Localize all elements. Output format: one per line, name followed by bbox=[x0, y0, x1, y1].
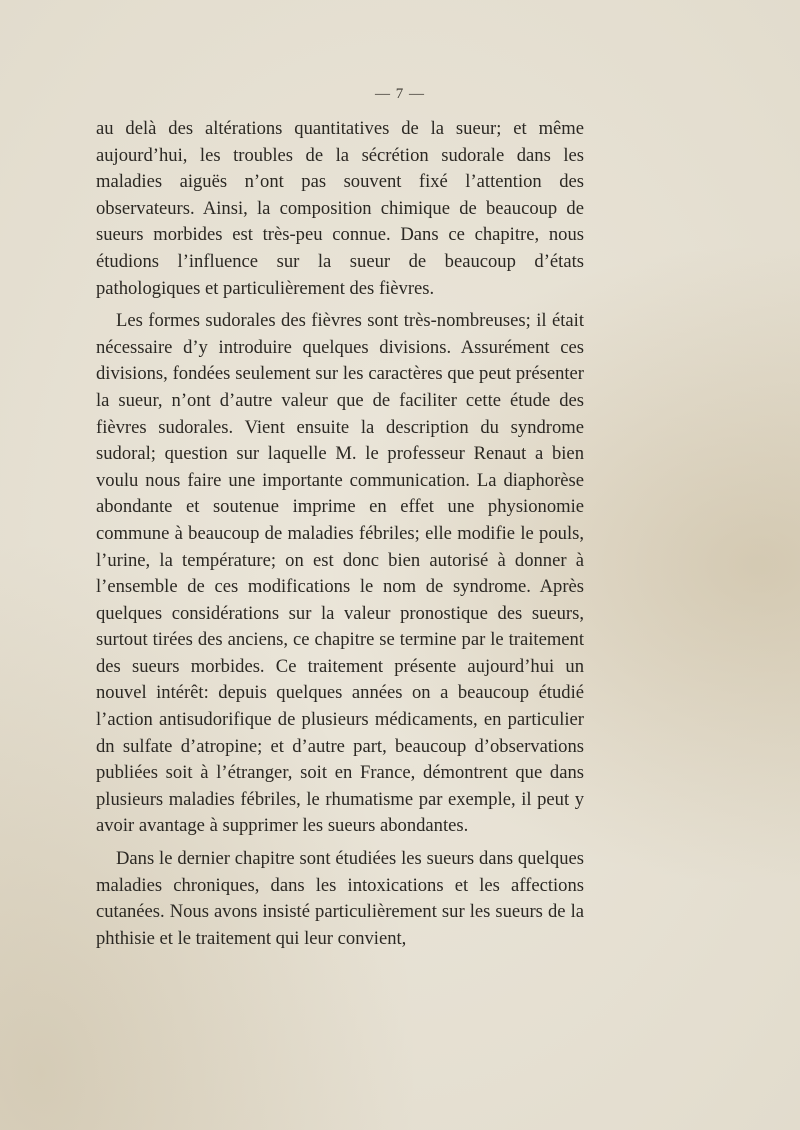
paragraph-continuation: au delà des altérations quantitatives de la sueur; et même aujourd’hui, les troubles de la sécrétion sudorale dans les maladies aiguës n’ont pas souvent fixé l’attention des observateurs. Ainsi, la composition chimique de beaucoup de sueurs morbides est très-peu connue. Dans ce chapitre, nous étudions l’influence sur la sueur de beaucoup d’états pathologiques et particulièrement des fièvres. bbox=[96, 118, 584, 299]
page-number: — 7 — bbox=[375, 86, 425, 102]
body-text bbox=[96, 116, 584, 952]
paragraph-fevers: Les formes sudorales des fièvres sont très-nombreuses; il était nécessaire d’y introduire quelques divisions. Assurément ces divisions, fondées seulement sur les caractères que peut présenter la sueur, n’ont d’autre valeur que de faciliter cette étude des fièvres sudorales. Vient ensuite la description du syndrome sudoral; question sur laquelle M. le professeur Renaut a bien voulu nous faire une importante communication. La diaphorèse abondante et soutenue imprime en effet une physionomie commune à beaucoup de maladies fébriles; elle modifie le pouls, l’urine, la température; on est donc bien autorisé à donner à l’ensemble de ces modifications le nom de syndrome. Après quelques considérations sur la valeur pronostique des sueurs, surtout tirées des anciens, ce chapitre se termine par le traitement des sueurs morbides. Ce traitement présente aujourd’hui un nouvel intérêt: depuis quelques années on a beaucoup étudié l’action antisudorifique de plusieurs médicaments, en particulier dn sulfate d’atropine; et d’autre part, beaucoup d’observations publiées soit à l’étranger, soit en France, démontrent que dans plusieurs maladies fébriles, le rhumatisme par exemple, il peut y avoir avantage à supprimer les sueurs abondantes. bbox=[96, 310, 584, 837]
paragraph-chronic-diseases: Dans le dernier chapitre sont étudiées les sueurs dans quelques maladies chroniques, dans les intoxications et les affections cutanées. Nous avons insisté particulièrement sur les sueurs de la phthisie et le traitement qui leur convient, bbox=[96, 848, 584, 949]
